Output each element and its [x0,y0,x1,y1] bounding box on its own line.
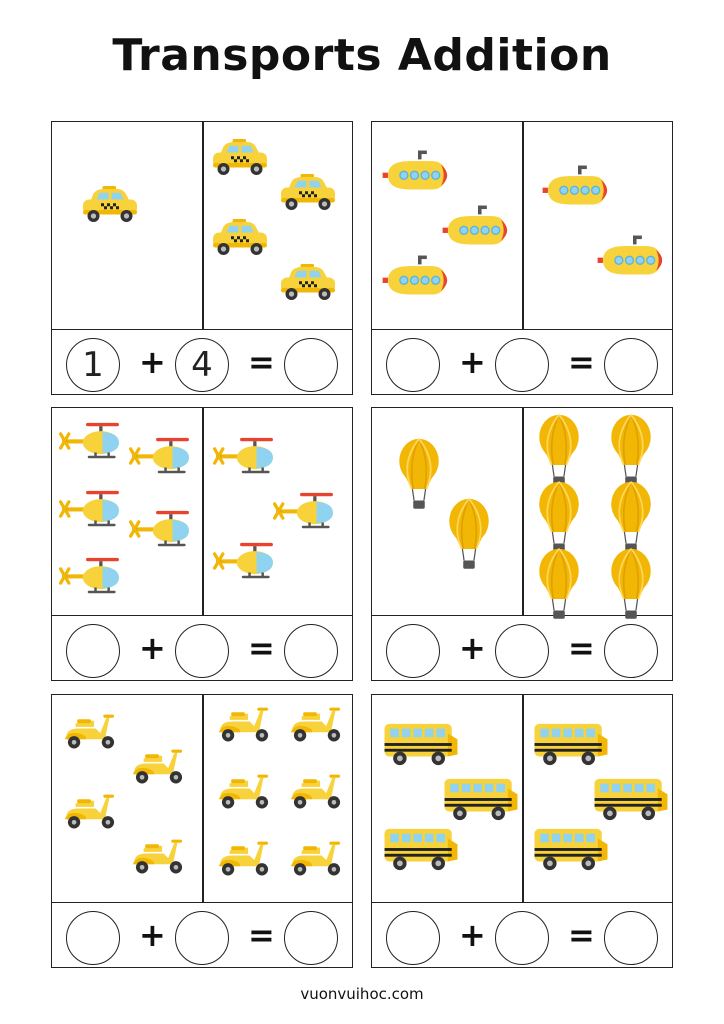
sum-field[interactable] [604,624,658,678]
helicopter-icon [58,553,124,603]
panel-divider [202,122,204,329]
school-bus-icon [442,775,520,827]
equals-sign: = [248,629,275,667]
helicopter-icon [58,486,124,536]
scooter-icon [60,710,122,754]
equals-sign: = [568,343,595,381]
submarine-icon [597,232,669,282]
panel-divider [202,695,204,902]
first-addend-field[interactable]: 1 [66,338,120,392]
sum-field[interactable] [604,338,658,392]
helicopter-icon [272,488,338,538]
scooter-icon [128,745,190,789]
scooter-icon [214,837,276,881]
plus-sign: + [459,629,486,667]
taxi-icon [80,184,140,228]
taxi-icon [278,262,338,306]
scooter-icon [60,790,122,834]
school-bus-icon [532,825,610,877]
worksheet-title: Transports Addition [112,30,612,81]
picture-panel [372,695,672,903]
picture-panel [52,408,352,616]
equation-row [52,615,352,682]
helicopter-icon [58,418,124,468]
panel-divider [522,122,524,329]
equals-sign: = [568,916,595,954]
sum-field[interactable] [604,911,658,965]
equals-sign: = [568,629,595,667]
first-addend-field[interactable] [386,338,440,392]
scooter-icon [214,770,276,814]
sum-field[interactable] [284,624,338,678]
equation-row [372,329,672,396]
second-addend-field[interactable] [175,624,229,678]
panel-divider [522,695,524,902]
school-bus-icon [592,775,670,827]
panel-divider [202,408,204,615]
problem-card [371,407,673,681]
taxi-icon [210,137,270,181]
hot-air-balloon-icon [398,438,440,516]
footer-site: vuonvuihoc.com [300,985,424,1003]
scooter-icon [286,703,348,747]
plus-sign: + [139,343,166,381]
submarine-icon [542,162,614,212]
second-addend-field[interactable] [495,911,549,965]
second-addend-field[interactable] [495,338,549,392]
second-addend-field[interactable] [495,624,549,678]
equals-sign: = [248,916,275,954]
scooter-icon [286,837,348,881]
first-addend-field[interactable] [386,911,440,965]
taxi-icon [278,172,338,216]
problem-card [371,121,673,395]
sum-field[interactable] [284,338,338,392]
first-addend-field[interactable] [66,911,120,965]
second-addend-field[interactable]: 4 [175,338,229,392]
school-bus-icon [382,825,460,877]
helicopter-icon [128,506,194,556]
plus-sign: + [139,629,166,667]
problem-card [51,121,353,395]
second-addend-field[interactable] [175,911,229,965]
picture-panel [372,122,672,330]
submarine-icon [382,252,454,302]
problem-card [51,694,353,968]
scooter-icon [286,770,348,814]
picture-panel [52,122,352,330]
plus-sign: + [139,916,166,954]
submarine-icon [442,202,514,252]
sum-field[interactable] [284,911,338,965]
problem-card [371,694,673,968]
scooter-icon [128,835,190,879]
helicopter-icon [128,433,194,483]
taxi-icon [210,217,270,261]
picture-panel [372,408,672,616]
helicopter-icon [212,433,278,483]
equation-row [372,902,672,969]
equals-sign: = [248,343,275,381]
problem-card [51,407,353,681]
submarine-icon [382,147,454,197]
picture-panel [52,695,352,903]
helicopter-icon [212,538,278,588]
equation-row [52,902,352,969]
plus-sign: + [459,916,486,954]
panel-divider [522,408,524,615]
school-bus-icon [532,720,610,772]
scooter-icon [214,703,276,747]
hot-air-balloon-icon [448,498,490,576]
school-bus-icon [382,720,460,772]
plus-sign: + [459,343,486,381]
first-addend-field[interactable] [386,624,440,678]
first-addend-field[interactable] [66,624,120,678]
equation-row [52,329,352,396]
equation-row [372,615,672,682]
